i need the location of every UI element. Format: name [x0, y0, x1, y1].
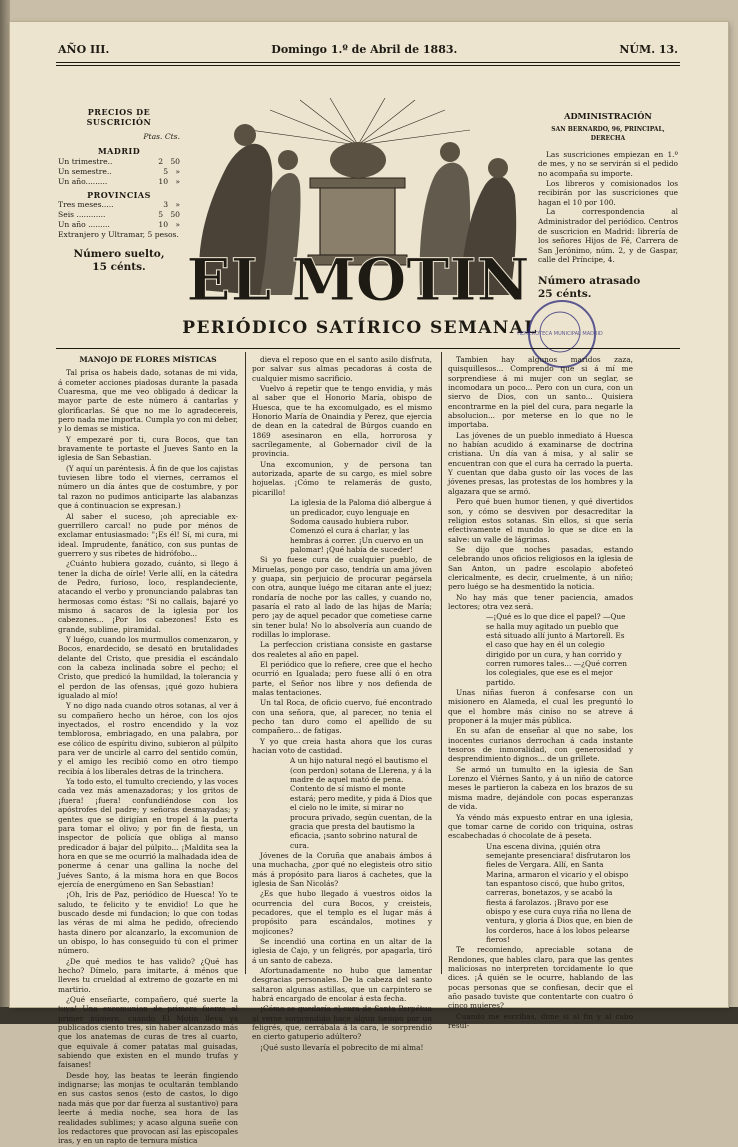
paragraph: En su afan de enseñar al que no sabe, los inocentes curianos derrochan á cada instante tesoros de inmoralidad, con generosidad y desprendimiento dignos... de un grillete.	[448, 726, 633, 764]
paragraph: ¿Cuánto hubiera gozado, cuánto, si llego á tener la dicha de oírle! Verle allí, en la cátedra de Pedro, furioso, loco, resplandeciente, atacando el verbo y pronunciando palabras tan hermosas como éstas: "Si no callais, bajaré yo mismo á sacaros de la iglesia por los cabezones... ¡Por los cabezones! Esto es grande, sublime, piramidal.	[58, 559, 238, 634]
paragraph: El periódico que lo refiere, cree que el hecho ocurrió en Igualada; pero fuese allí ó en otra parte, el Señor nos libre y nos defienda de malas tentaciones.	[252, 660, 432, 698]
masthead-illustration	[180, 90, 535, 315]
column-3	[448, 355, 633, 1031]
column-divider	[245, 352, 246, 974]
article-title: MANOJO DE FLORES MÍSTICAS	[79, 355, 217, 364]
stamp-text: HEMEROTECA MUNICIPAL MADRID	[517, 331, 603, 337]
masthead-title: EL MOTIN	[186, 246, 530, 314]
body-top-rule	[56, 348, 680, 349]
administration-box	[538, 112, 678, 301]
paragraph: Y empezaré por ti, cura Bocos, que tan bravamente te portaste el Jueves Santo en la iglesia de San Sebastian.	[58, 434, 238, 463]
paragraph: Vuelvo á repetir que te tengo envidia, y más al saber que el Honorio María, obispo de Huesca, que te ha excomulgado, es el mismo Honorio María de Onaindia y Perez, que ejercia de dean en la catedral de Búrgos cuando en 1869 asesinaron en ella, horrorosa y sacrílegamente, al Gobernador civil de la provincia.	[252, 384, 432, 459]
figure-head	[234, 124, 256, 146]
paragraph: ¿De qué medios te has valido? ¿Qué has hecho? Dímelo, para imitarte, á ménos que lleves tu crueldad al extremo de gozarte en mi martirio.	[58, 956, 238, 994]
masthead-subtitle: PERIÓDICO SATÍRICO SEMANAL	[182, 318, 538, 338]
column-1	[58, 355, 238, 1147]
paragraph: Jóvenes de la Coruña que anabais ámbos á una muchacha, ¿por qué no elegisteis otro sitio más á propósito para liaros á cachetes, que la iglesia de San Nicolás?	[252, 850, 432, 888]
issue-number: NÚM. 13.	[619, 42, 678, 56]
column-divider	[441, 352, 442, 974]
verse: Una escena divina, ¡quién otra semejante presenciara! disfrutaron los fieles de Vergara. Allí, en Santa Marina, armaron el vicario y el obispo tan espantoso ciscó, que hubo gritos, carreras, bonetazos, y se acabó la fiesta á farolazos. ¡Bravo por ese obispo y ese cura cuya riña no llena de ventura, y gloria á Dios que, en bien de los corderos, hace á los lobos pelearse fieros!	[486, 841, 633, 944]
paragraph: Ya todo esto, el tumulto creciendo, y las voces cada vez más amenazadoras; y los gritos de ¡fuera! ¡fuera! confundiéndose con los apóstrofes del padre; y señoras desmayadas; y gentes que se dirigían en tropel á la puerta para tomar el olivo; y por fin de fiesta, un inspector de policía que obliga al manso predicador á bajar del púlpito... ¡Maldita sea la hora en que se me ocurrió la malhadada idea de ponerme á cenar una gallina la noche del Juéves Santo, á la misma hora en que Bocos ejercía de energúmeno en San Sebastian!	[58, 777, 238, 889]
single-issue-price: Número suelto, 15 cénts.	[73, 247, 165, 273]
altar-pedestal	[320, 185, 395, 255]
madrid-heading: MADRID	[97, 146, 141, 157]
price-units: Ptas. Cts.	[143, 131, 180, 141]
issue-date: Domingo 1.º de Abril de 1883.	[271, 42, 458, 56]
verse: A un hijo natural negó el bautismo el (con perdon) sotana de Llerena, y á la madre de aquel mató de pena. Contento de sí mismo el monte estará; pero medite, y pida á Dios que el cielo no le imite, si mirar no procura privado, según cuentan, de la gracia que presta del bautismo la eficacia, ¡santo sobrino natural de cura.	[290, 756, 432, 850]
paragraph: Tambien hay algunos maridos zaza, quisquillesos... Comprendo que si á mí me sorprendiese á mi mujer con un seglar, se incomodara un poco... Pero con un cura, con un siervo de Dios, con un santo... Quisiera encontrarme en la piel del cura, para negarle la absolucion... por meterse en lo que no le importaba.	[448, 355, 633, 430]
paragraph: Desde hoy, las beatas te leerán fingiendo indignarse; las monjas te ocultarán temblando en sus castos senos (esto de castos, lo digo nada más que por dar fuerza al sustantivo) para leerte á media noche, sea hora de las realidades sublimes; y acaso alguna sueñe con los redactores que provocan así las episcopales iras, y en un rapto de ternura mística	[58, 1070, 238, 1146]
price-row: Un trimestre.. 2 50	[58, 157, 180, 167]
subscription-prices	[58, 108, 180, 274]
price-row: Tres meses..... 3 »	[58, 200, 180, 210]
paragraph: ¿Es que hubo llegado á vuestros oidos la ocurrencia del cura Bocos, y creisteis, pecadores, que el templo es el lugar más á propósito para escándalos, motines y mojicones?	[252, 889, 432, 936]
paragraph: Tal prisa os habeis dado, sotanas de mi vida, á cometer acciones piadosas durante la pasada Cuaresma, que me veo obligado á dedicar la mayor parte de este número á cantarlas y glorificarlas. Sé que no me lo agradecereis, pero nada me importa. Cumpla yo con mi deber, y lo demas se mistica.	[58, 368, 238, 434]
header-line	[58, 38, 678, 60]
paragraph: Afortunadamente no hubo que lamentar desgracias personales. De la cabeza del santo saltaron algunas astillas, que un carpintero se habrá encargado de encolar á esta fecha.	[252, 966, 432, 1004]
header-rule	[56, 62, 680, 63]
price-row: Un año ......... 10 »	[58, 219, 180, 229]
paragraph: Ya véndo más expuesto entrar en una iglesia, que tomar carne de corido con triquina, ostras escabechadas ó chocolate de á peseta.	[448, 812, 633, 841]
paragraph: ¿Qué enseñarte, compañero, qué suerte la tuya! Una excomunion de primera fuerza al primer número, cuando El Motin lleva ya publicados ciento tres, sin haber alcanzado más que los anatemas de curas de tres al cuarto, que equivale á comer patatas mal guisadas, sabiendo que existen en el mundo trufas y faisanes!	[58, 995, 238, 1070]
paragraph: Una excomunion, y de persona tan autorizada, aparte de su cargo, es miel sobre hojuelas. ¡Cómo te relamerás de gusto, picarillo!	[252, 459, 432, 497]
paragraph: Las jóvenes de un pueblo inmediato á Huesca no habían acudido á examinarse de doctrina cristiana. Un día van á misa, y al salir se encuentran con que el cura ha cerrado la puerta. Y cuentan que daba gusto oír las voces de las jóvenes presas, las protestas de los hombres y la algazara que se armó.	[448, 430, 633, 496]
paragraph: ¡Qué susto llevaría el pobrecito de mi alma!	[260, 1042, 424, 1052]
column-2	[252, 355, 432, 1053]
paragraph: Se dijo que noches pasadas, estando celebrando unos oficios religiosos en la iglesia de San Anton, un padre escolapio abofeteó clericalmente, es decir, cruelmente, á un niño; pero luégo se ha desmentido la noticia.	[448, 544, 633, 592]
header-rule-2	[56, 65, 680, 66]
admin-text-3: La correspondencia al Administrador del periódico. Centros de suscricion en Madrid: librería de los señores Hijos de Fé, Carrera de San Jerónimo, núm. 2, y de Gaspar, calle del Príncipe, 4.	[538, 207, 678, 265]
paragraph: Se armó un tumulto en la iglesia de San Lorenzo el Viérnes Santo, y á un niño de catorce meses le partieron la cabeza en los brazos de su misma madre, dejándole con pocas esperanzas de vida.	[448, 764, 633, 812]
paragraph: Unas niñas fueron á confesarse con un misionero en Alameda, el cual les preguntó lo que el hombre más ciniso no se atreve á proponer á la mujer más pública.	[448, 688, 633, 726]
paragraph: ¡Cómo se quedaría el cura de Santa Perpétua al verse sorprendido hace algun tiempo por un feligrés, que, cerrábala á la cara, le sorprendió en cierto gatuperio adúltero?	[252, 1004, 432, 1042]
admin-address: SAN BERNARDO, 96, PRINCIPAL, DERECHA	[551, 125, 665, 143]
year-label: AÑO III.	[58, 42, 110, 56]
provinces-heading: PROVINCIAS	[87, 189, 151, 200]
paragraph: dieva el reposo que en el santo asilo disfruta, por salvar sus almas pecadoras á costa de cualquier mismo sacrificio.	[252, 355, 432, 383]
price-row: Un semestre.. 5 »	[58, 166, 180, 176]
admin-heading: ADMINISTRACIÓN	[564, 111, 652, 121]
paragraph: Al saber el suceso, ¡oh apreciable ex-guerrillero carcal! no pude por ménos de exclamar entusiasmado: "¡Es él! Sí, mi cura, mi ideal. Imprudente, fanático, con sus puntas de guerrero y sus ribetes de hidrófobo...	[58, 511, 238, 558]
paragraph: Si yo fuese cura de cualquier pueblo, de Miruelas, pongo por caso, tendría un ama jóven y guapa, sin perjuicio de procurar pegársela con otra, aunque luégo me citaran ante el juez; rondaría de noche por las calles, y cuando no, pasaría el rato al lado de las hijas de María; pero ¡ay de aquel pecador que cometiese carne sin tener bula! No lo absolvería aun cuando de rodillas lo implorase.	[252, 555, 432, 639]
back-issue-price: Número atrasado 25 cénts.	[538, 274, 641, 300]
paragraph: ¡Oh, Iris de Paz, periódico de Huesca! Yo te saludo, te felicito y te envidio! Lo que he buscado desde mi fundacion; lo que con todas las véras de mi alma he pedido, ofreciendo hasta dinero por alcanzarlo, la excomunion de un obispo, lo has conseguido tú con el primer número.	[58, 890, 238, 956]
verse: —¡Qué es lo que dice el papel? —Que se halla muy agitado un pueblo que está situado allí junto á Martorell. Es el caso que hay en él un colegio dirigido por un cura, y han corrido y corren rumores tales... —¿Qué corren los colegiales, que ese es el mejor partido.	[486, 612, 628, 687]
book-spine	[0, 0, 10, 1024]
paragraph: Cuando me escribas, dime si al fin y al cabo resul-	[448, 1011, 633, 1031]
paragraph: No hay más que tener paciencia, amados lectores; otra vez será.	[448, 592, 633, 611]
prices-heading: PRECIOS DE SUSCRICIÓN	[86, 107, 152, 127]
paragraph: (Y aquí un paréntesis. Á fin de que los cajistas tuviesen libre todo el viernes, cerramos el número un día ántes que de costumbre, y por tal razon no pudimos anticiparte las alabanzas que á continuacion se expresan.)	[58, 463, 238, 511]
verse: La iglesia de la Paloma dió albergue á un predicador, cuyo lenguaje en Sodoma causado hubiera rubor. Comenzó el cura á charlar, y las hembras á correr. ¡Un cuervo en un palomar! ¡Qué había de suceder!	[290, 498, 432, 554]
paragraph: La perfeccion cristiana consiste en gastarse dos realetes al año en papel.	[252, 640, 432, 659]
paragraph: Y no digo nada cuando otros sotanas, al ver á su compañero hecho un héroe, con los ojos inyectados, el rostro encendido y la voz temblorosa, embriagado, en una palabra, por ese cólico de espíritu divino, subieron al púlpito para ver de uncirle al carro del sentido común, y el amigo les recibió como en otro tiempo recibía á los liberales detras de la trinchera.	[58, 701, 238, 776]
paragraph: Y luégo, cuando los murmullos comenzaron, y Bocos, enardecido, se desató en brutalidades delante del Cristo, que presidia el escándalo con la cabeza inclinada sobre el pecho; el Cristo, que predicó la humildad, la tolerancia y el perdon de las ofensas, ¡qué gozo hubiera igualado al mío!	[58, 634, 238, 701]
price-row: Seis ............ 5 50	[58, 210, 180, 220]
paragraph: Un tal Roca, de oficio cuervo, fué encontrado con una señora, que, al parecer, no tenia el pecho tan duro como el apellido de su compañero... de fatigas.	[252, 698, 432, 736]
paragraph: Y yo que creia hasta ahora que los curas hacian voto de castidad.	[252, 736, 432, 756]
price-row: Un año......... 10 »	[58, 176, 180, 186]
admin-text-1: Las suscriciones empiezan en 1.º de mes, y no se servirán si el pedido no acompaña su importe.	[538, 149, 678, 178]
foreign-price: Extranjero y Ultramar, 5 pesos.	[58, 229, 179, 239]
admin-text-2: Los libreros y comisionados los recibirán por las suscriciones que hagan el 10 por 100.	[538, 178, 678, 207]
paragraph: Pero qué buen humor tienen, y qué divertidos son, y cómo se desviven por desacreditar la religion estos sotanas. Sin ellos, si que sería efectivamente el mundo lo que se dice en la salve: un valle de lágrimas.	[448, 497, 633, 544]
paragraph: Se incendió una cortina en un altar de la iglesia de Cajo, y un feligrés, por apagarla, tiró á un santo de cabeza.	[252, 936, 432, 965]
paragraph: Te recomiendo, apreciable sotana de Rendones, que hables claro, para que las gentes maliciosas no interpreten torcidamente lo que dices. ¡Á quién se le ocurre, hablando de las pocas personas que se confiesan, decir que el año pasado tuviste que contentarte con cuatro ó cinco mujeres?	[448, 945, 633, 1011]
